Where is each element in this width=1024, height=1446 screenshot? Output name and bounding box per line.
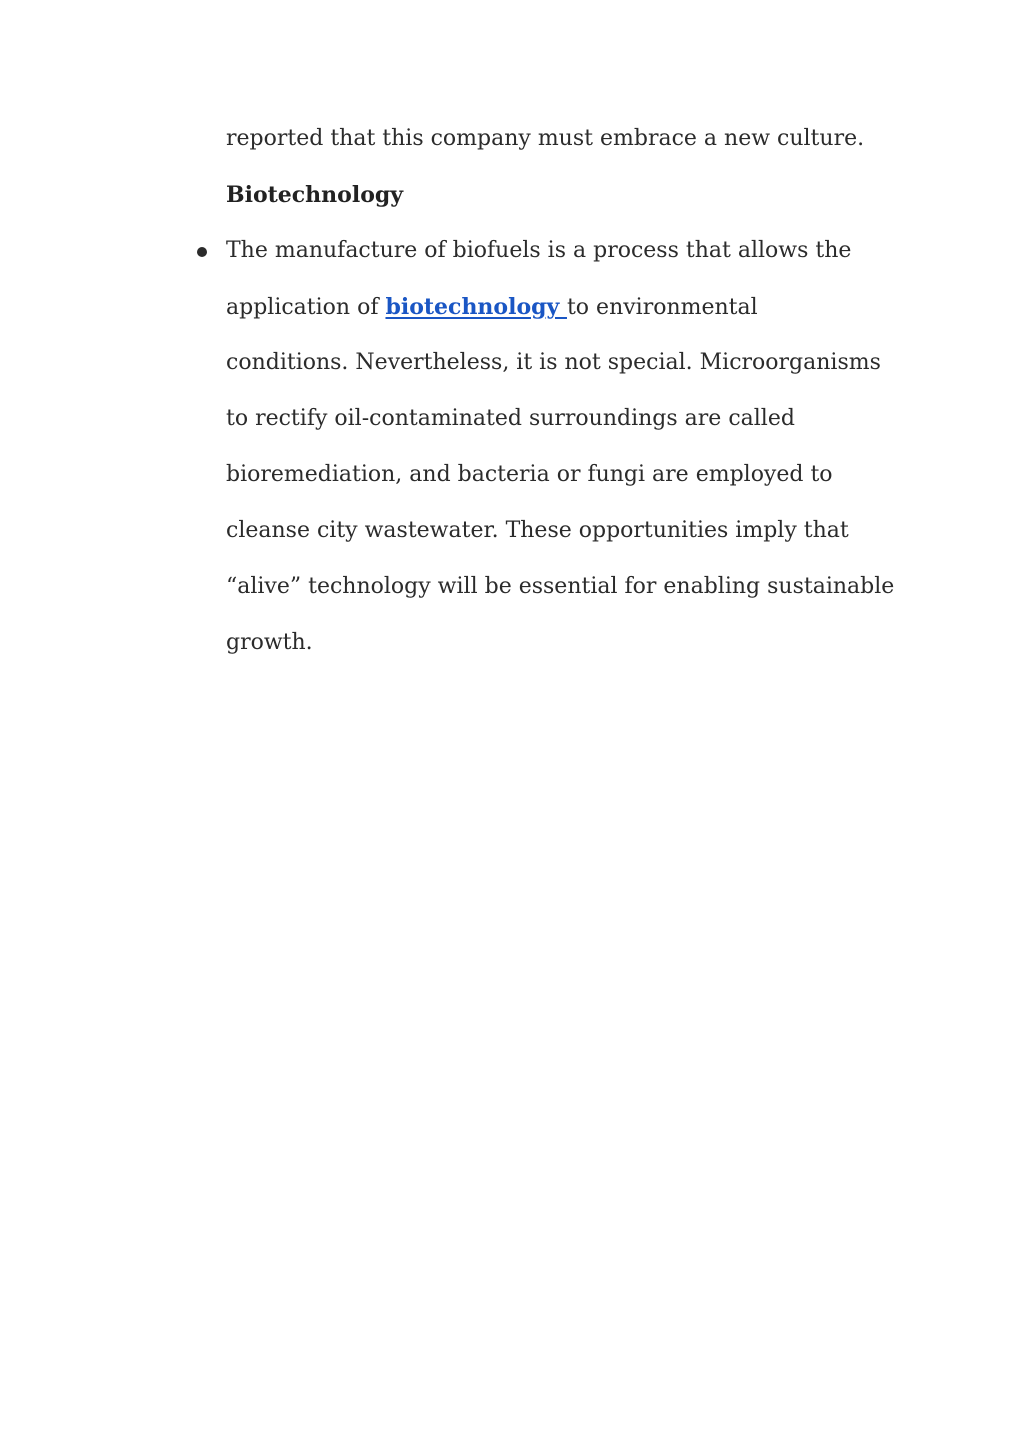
- bullet-text-prefix: application of: [226, 295, 386, 320]
- bullet-text-line-2: [226, 292, 758, 323]
- bullet-text-line-6: cleanse city wastewater. These opportunities imply that: [226, 518, 849, 543]
- bullet-text-suffix: to environmental: [566, 295, 758, 320]
- bullet-text-line-5: bioremediation, and bacteria or fungi are employed to: [226, 462, 833, 487]
- biotechnology-link[interactable]: biotechnology: [385, 294, 567, 320]
- bullet-text-line-8: growth.: [226, 630, 313, 655]
- bullet-text-line-7: “alive” technology will be essential for enabling sustainable: [226, 574, 895, 599]
- bullet-text-line-4: to rectify oil-contaminated surroundings are called: [226, 406, 795, 431]
- bullet-text-line-1: The manufacture of biofuels is a process that allows the: [226, 238, 852, 263]
- intro-paragraph-line: reported that this company must embrace a new culture.: [226, 126, 865, 151]
- bullet-text-line-3: conditions. Nevertheless, it is not special. Microorganisms: [226, 350, 881, 375]
- bullet-dot-icon: [197, 247, 207, 257]
- section-heading: Biotechnology: [226, 182, 404, 208]
